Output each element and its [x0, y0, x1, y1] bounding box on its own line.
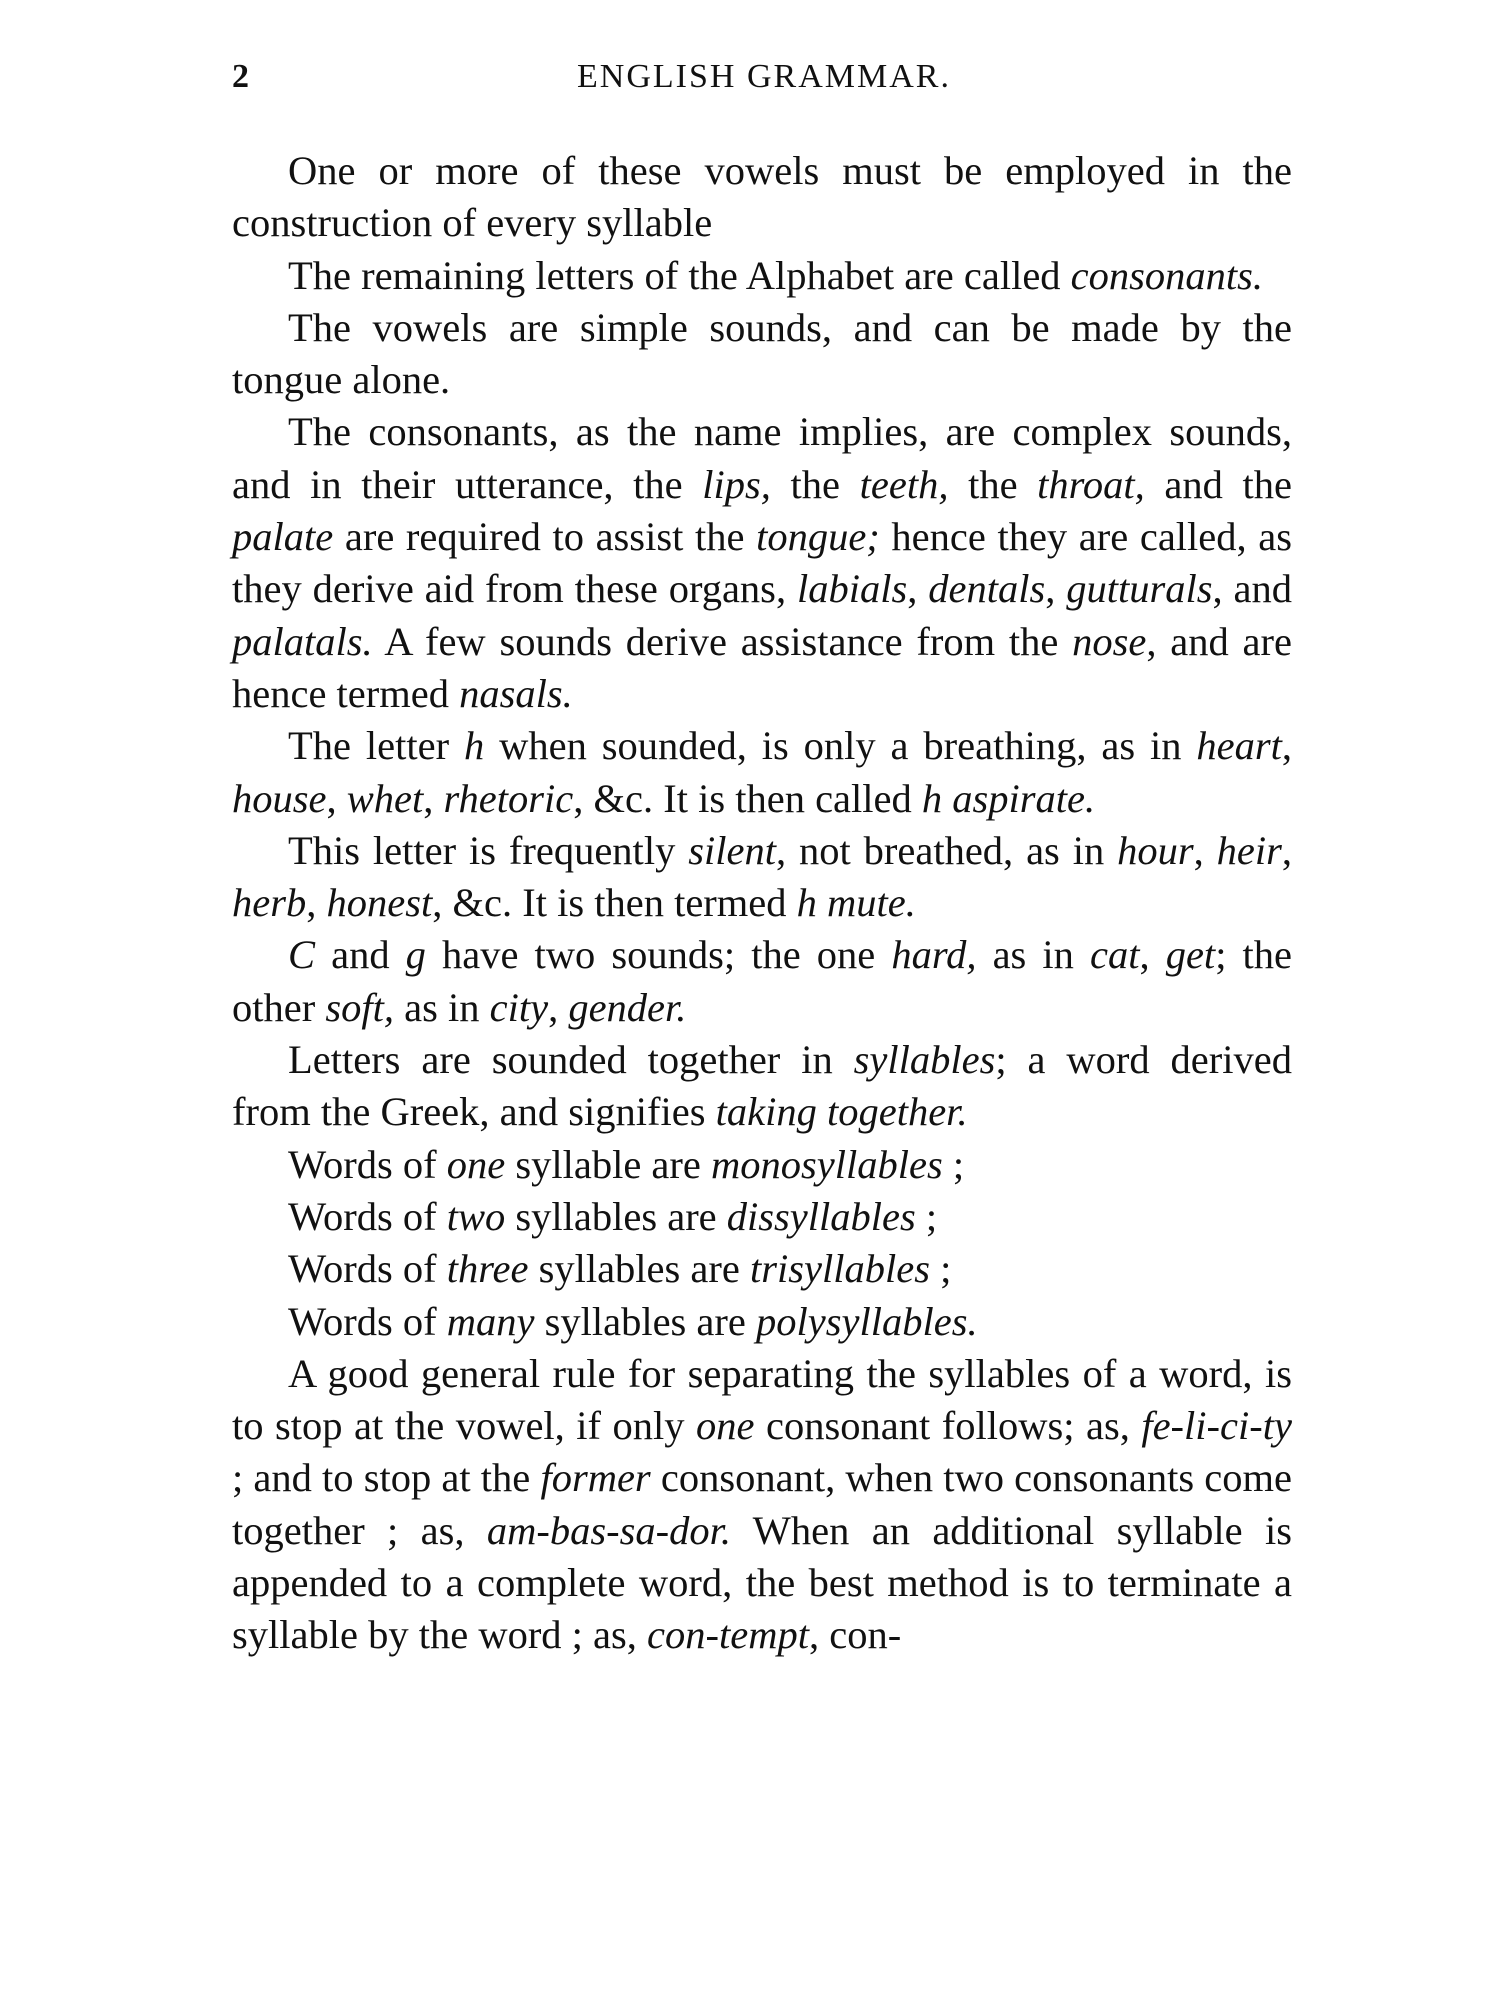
italic-term: heart	[1196, 723, 1282, 769]
italic-term: dentals	[928, 566, 1046, 612]
text-run: syllables are	[534, 1298, 756, 1344]
text-run: Words of	[288, 1193, 447, 1239]
text-run: , not breathed, as in	[775, 827, 1118, 873]
italic-term: nasals.	[459, 670, 573, 716]
text-run: , and	[1212, 566, 1292, 612]
text-run: ,	[1281, 827, 1293, 873]
italic-term: h mute.	[796, 880, 916, 926]
text-run: ,	[1193, 827, 1217, 873]
paragraph	[232, 720, 1292, 825]
paragraph	[232, 406, 1292, 720]
italic-term: cat	[1090, 932, 1140, 978]
paragraph	[232, 929, 1292, 1034]
italic-term: g	[405, 932, 426, 978]
italic-term: former	[540, 1455, 651, 1501]
text-run: syllables are	[528, 1246, 750, 1292]
italic-term: gender.	[568, 984, 687, 1030]
italic-term: hard,	[891, 932, 977, 978]
italic-term: honest	[326, 880, 433, 926]
paragraph	[232, 1348, 1292, 1662]
text-run: ; a word derived from the Greek, and signifies	[232, 1037, 1292, 1135]
running-head: ENGLISH GRAMMAR.	[577, 58, 951, 95]
italic-term: polysyllables.	[756, 1298, 978, 1344]
list-line	[232, 1191, 1292, 1243]
text-run: the	[948, 461, 1038, 507]
text-run: This letter is frequently	[288, 827, 689, 873]
italic-term: two	[446, 1193, 506, 1239]
italic-term: C	[288, 932, 316, 978]
italic-term: one	[446, 1141, 506, 1187]
italic-term: fe-li-ci-ty	[1141, 1403, 1292, 1449]
italic-term: silent	[688, 827, 776, 873]
text-run: ,	[1281, 723, 1292, 769]
paragraph	[232, 302, 1292, 407]
text-run: ,	[306, 880, 327, 926]
text-run: , con-	[809, 1612, 902, 1658]
text-run: syllables are	[505, 1193, 727, 1239]
paragraph	[232, 825, 1292, 930]
italic-term: labials	[796, 566, 908, 612]
text-run: ,	[326, 775, 347, 821]
text-run: ,	[1045, 566, 1067, 612]
text-run: ,	[548, 984, 569, 1030]
text-run: ;	[915, 1193, 938, 1239]
text-run: A few sounds derive assistance from the	[372, 618, 1073, 664]
text-run: hence they are called, as they derive aid from these organs,	[232, 514, 1293, 612]
text-run: Letters are sounded together in	[288, 1037, 854, 1083]
text-run: The remaining letters of the Alphabet are called	[288, 252, 1071, 298]
text-run: One or more of these vowels must be employed in the construction of every syllable	[232, 148, 1292, 246]
italic-term: h	[463, 723, 485, 769]
italic-term: teeth,	[859, 461, 949, 507]
text-run: Words of	[288, 1246, 447, 1292]
text-run: ;	[942, 1141, 965, 1187]
italic-term: heir	[1216, 827, 1282, 873]
text-run: When an additional syllable is appended to a complete word, the best method is to terminate a syllable by the word ; as,	[232, 1507, 1293, 1658]
text-run: the	[770, 461, 860, 507]
italic-term: rhetoric	[443, 775, 574, 821]
text-run: ,	[423, 775, 444, 821]
text-run: ,	[907, 566, 929, 612]
text-run: Words of	[288, 1298, 447, 1344]
italic-term: am-bas-sa-dor.	[486, 1507, 732, 1553]
italic-term: syllables	[853, 1037, 996, 1083]
text-run: syllable are	[505, 1141, 711, 1187]
italic-term: consonants.	[1070, 252, 1264, 298]
text-run: The vowels are simple sounds, and can be made by the tongue alone.	[232, 304, 1292, 403]
italic-term: h aspirate.	[921, 775, 1096, 821]
italic-term: house	[232, 775, 327, 821]
text-run: ; and to stop at the	[232, 1455, 541, 1501]
italic-term: herb	[232, 880, 307, 926]
text-run: The consonants, as the name implies, are complex sounds, and in their utterance, the	[232, 409, 1292, 507]
text-run: consonant, when two consonants come together ; as,	[232, 1455, 1292, 1553]
text-run: The letter	[288, 723, 464, 769]
italic-term: nose	[1072, 618, 1147, 664]
italic-term: con-tempt	[647, 1612, 809, 1658]
text-run: Words of	[288, 1141, 447, 1187]
paragraph	[232, 145, 1292, 250]
italic-term: soft,	[325, 984, 394, 1030]
list-line	[232, 1243, 1292, 1295]
italic-term: hour	[1117, 827, 1194, 873]
text-run: , &c. It is then called	[573, 775, 922, 821]
list-line	[232, 1139, 1292, 1191]
page-number: 2	[232, 58, 250, 95]
italic-term: gutturals	[1066, 566, 1213, 612]
italic-term: palate	[232, 514, 334, 560]
text-run: , &c. It is then termed	[432, 880, 797, 926]
italic-term: dissyllables	[726, 1193, 916, 1239]
text-run: when sounded, is only a breathing, as in	[484, 723, 1197, 769]
text-run: ; the other	[232, 932, 1293, 1030]
page-header	[232, 58, 1296, 108]
italic-term: tongue;	[756, 514, 880, 560]
paragraph	[232, 250, 1292, 302]
italic-term: throat,	[1037, 461, 1145, 507]
body-text	[232, 145, 1292, 1662]
text-run: , and are hence termed	[232, 618, 1292, 716]
italic-term: whet	[346, 775, 424, 821]
text-run: ;	[929, 1246, 952, 1292]
text-run: ,	[1139, 932, 1166, 978]
text-run: and the	[1144, 461, 1292, 507]
italic-term: palatals.	[232, 618, 373, 664]
italic-term: one	[696, 1403, 755, 1449]
text-run: as in	[393, 984, 490, 1030]
italic-term: monosyllables	[711, 1141, 943, 1187]
list-line	[232, 1296, 1292, 1348]
italic-term: get	[1165, 932, 1216, 978]
italic-term: city	[489, 984, 549, 1030]
italic-term: lips,	[702, 461, 771, 507]
text-run: consonant follows; as,	[754, 1403, 1142, 1449]
paragraph	[232, 1034, 1292, 1139]
italic-term: taking together.	[715, 1089, 968, 1135]
italic-term: three	[446, 1246, 529, 1292]
italic-term: trisyllables	[749, 1246, 930, 1292]
text-run: have two sounds; the one	[425, 932, 892, 978]
text-run: are required to assist the	[333, 514, 757, 560]
text-run: as in	[976, 932, 1090, 978]
italic-term: many	[446, 1298, 535, 1344]
text-run: A good general rule for separating the syllables of a word, is to stop at the vowel, if only	[232, 1350, 1292, 1449]
text-run: and	[315, 932, 406, 978]
